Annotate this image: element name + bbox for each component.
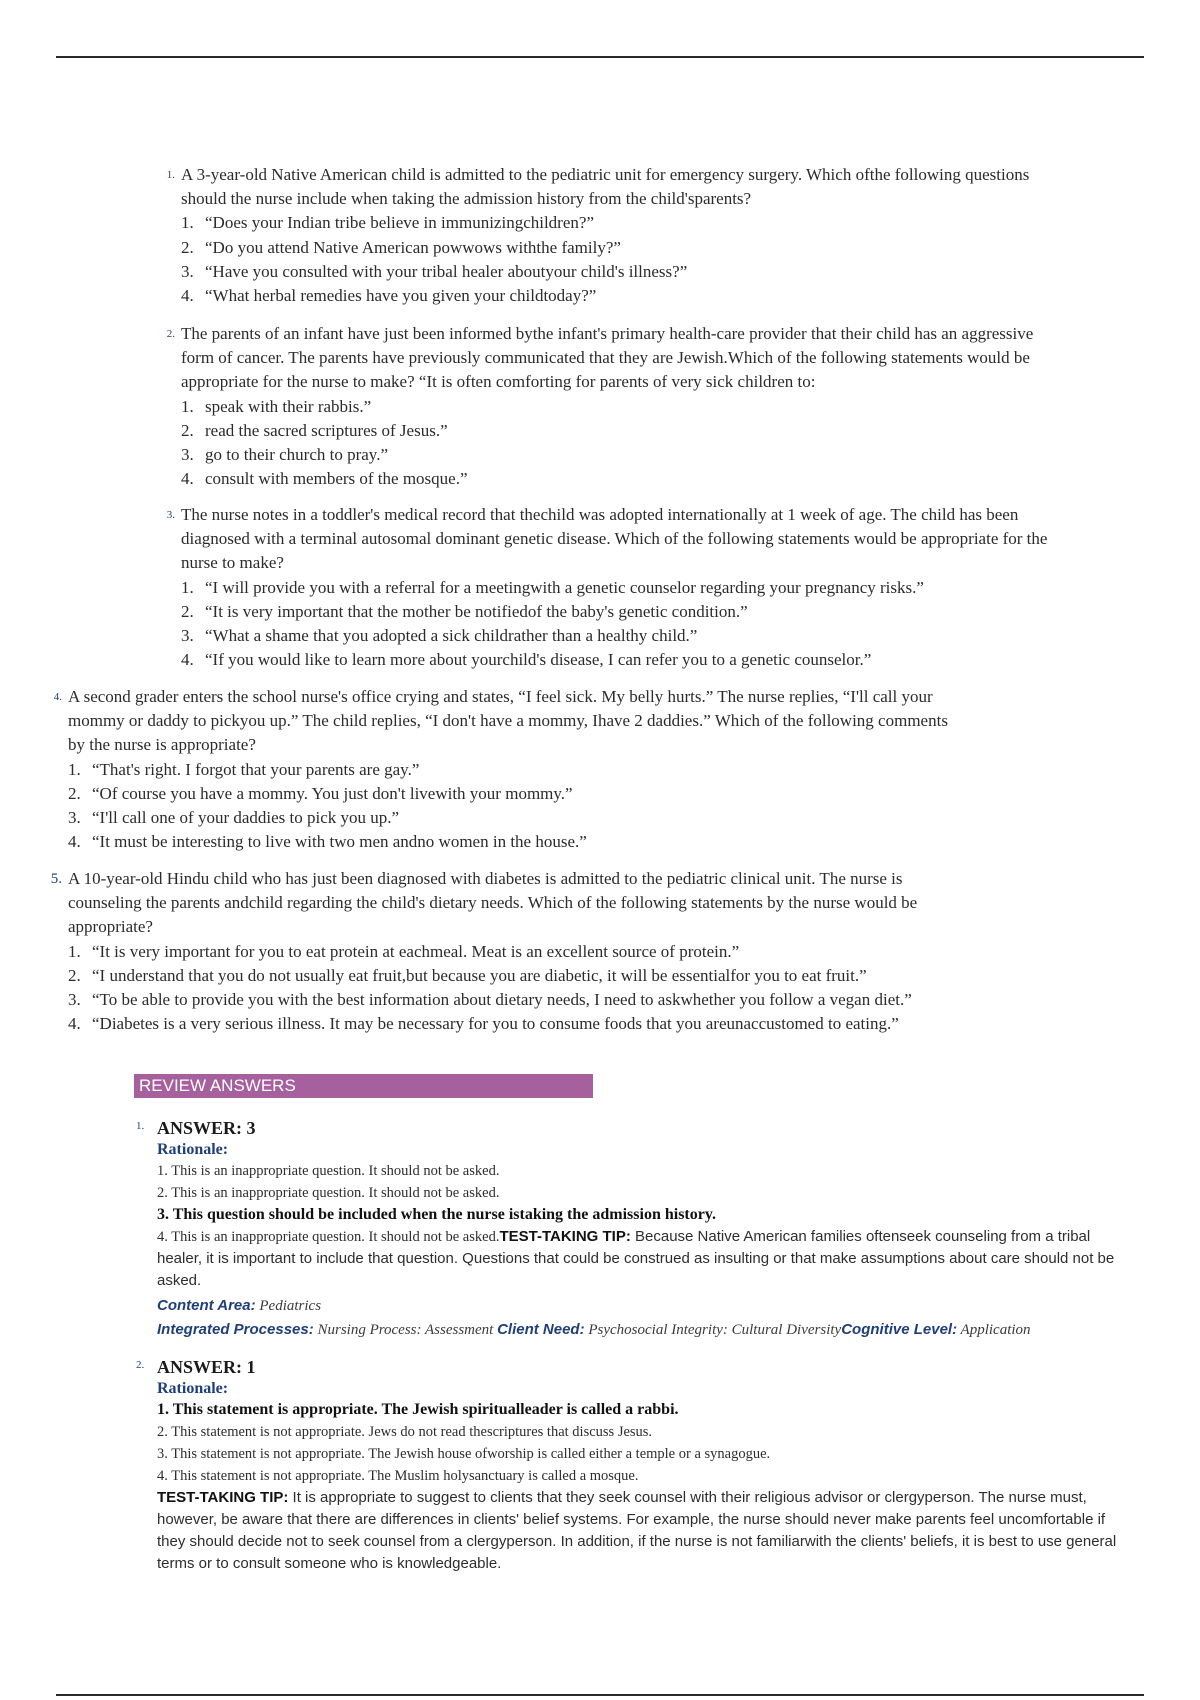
- answer-number: 2.: [136, 1359, 145, 1371]
- option-1: 1. “Does your Indian tribe believe in immunizingchildren?”: [181, 213, 594, 233]
- option-4: 4. “If you would like to learn more about yourchild's disease, I can refer you to a genetic counselor.”: [181, 650, 872, 670]
- answer-number: 1.: [136, 1120, 145, 1132]
- classification-line: Integrated Processes: Nursing Process: Assessment Client Need: Psychosocial Integrity: Cultural DiversityCognitive Level: Application: [157, 1321, 1031, 1338]
- rationale-line: 2. This statement is not appropriate. Jews do not read thescriptures that discuss Jesus.: [157, 1424, 653, 1440]
- tip-continuation: terms or to consult someone who is knowledgeable.: [157, 1555, 502, 1572]
- rationale-line-correct: 1. This statement is appropriate. The Jewish spiritualleader is called a rabbi.: [157, 1401, 679, 1418]
- question-1: [166, 163, 1200, 308]
- test-taking-tip: TEST-TAKING TIP: It is appropriate to suggest to clients that they seek counsel with their religious advisor or clergyperson. The nurse must,: [157, 1489, 1087, 1506]
- question-3: [166, 503, 1200, 672]
- question-number: 3.: [166, 509, 175, 521]
- option-4: 4. “It must be interesting to live with two men andno women in the house.”: [68, 832, 587, 852]
- question-5: [50, 867, 1188, 1036]
- tip-continuation: healer, it is important to include that question. Questions that could be construed as insulting or that make assumptions about care should not be: [157, 1250, 1115, 1267]
- question-stem: A 3-year-old Native American child is admitted to the pediatric unit for emergency surgery. Which ofthe following questions should the nurse include when taking the admission history from the child'sparents?: [181, 165, 1030, 209]
- question-number: 4.: [53, 691, 62, 703]
- option-1: 1. “I will provide you with a referral for a meetingwith a genetic counselor regarding your pregnancy risks.”: [181, 577, 924, 597]
- tip-continuation: however, be aware that there are differences in clients' belief systems. For example, the nurse should never make parents feel uncomfortable if: [157, 1511, 1106, 1528]
- answer-1: [136, 1116, 1200, 1342]
- rationale-heading: Rationale:: [157, 1141, 229, 1158]
- option-3: 3. “To be able to provide you with the best information about dietary needs, I need to askwhether you follow a vegan diet.”: [68, 990, 912, 1010]
- answer-heading: ANSWER: 1: [157, 1357, 256, 1377]
- option-3: 3. “Have you consulted with your tribal healer aboutyour child's illness?”: [181, 261, 688, 281]
- option-3: 3. “What a shame that you adopted a sick childrather than a healthy child.”: [181, 626, 698, 646]
- answer-heading: ANSWER: 3: [157, 1118, 256, 1138]
- option-2: 2. “Do you attend Native American powwows withthe family?”: [181, 237, 621, 257]
- question-number: 1.: [166, 169, 175, 181]
- rationale-line-correct: 3. This question should be included when the nurse istaking the admission history.: [157, 1206, 716, 1223]
- option-4: 4. “Diabetes is a very serious illness. It may be necessary for you to consume foods that you areunaccustomed to eating.”: [68, 1014, 899, 1034]
- rationale-line: 1. This is an inappropriate question. It should not be asked.: [157, 1163, 500, 1179]
- question-4: [53, 685, 1188, 854]
- option-1: 1. “It is very important for you to eat protein at eachmeal. Meat is an excellent source of protein.”: [68, 941, 740, 961]
- option-1: 1. “That's right. I forgot that your parents are gay.”: [68, 759, 420, 779]
- question-stem: The nurse notes in a toddler's medical record that thechild was adopted internationally at 1 week of age. The child has been diagnosed with a terminal autosomal dominant genetic disease. Which of the following statements would be appropriate for the nurse to make?: [181, 505, 1048, 573]
- option-4: 4. consult with members of the mosque.”: [181, 469, 468, 489]
- option-4: 4. “What herbal remedies have you given your childtoday?”: [181, 286, 597, 306]
- option-2: 2. read the sacred scriptures of Jesus.”: [181, 420, 448, 440]
- rationale-line: 4. This statement is not appropriate. The Muslim holysanctuary is called a mosque.: [157, 1468, 639, 1484]
- question-number: 5.: [50, 871, 62, 887]
- option-2: 2. “It is very important that the mother be notifiedof the baby's genetic condition.”: [181, 601, 748, 621]
- content-area: Content Area: Pediatrics: [157, 1297, 322, 1314]
- option-2: 2. “Of course you have a mommy. You just don't livewith your mommy.”: [68, 783, 573, 803]
- top-rule: [56, 56, 1144, 58]
- option-3: 3. go to their church to pray.”: [181, 445, 388, 465]
- question-stem: A second grader enters the school nurse's office crying and states, “I feel sick. My belly hurts.” The nurse replies, “I'll call your mommy or daddy to pickyou up.” The child replies, “I don't have a mommy, Ihave 2 daddies.” Which of the following comments by the nurse is appropriate?: [68, 687, 948, 755]
- option-2: 2. “I understand that you do not usually eat fruit,but because you are diabetic, it will be essentialfor you to eat fruit.”: [68, 965, 867, 985]
- option-3: 3. “I'll call one of your daddies to pick you up.”: [68, 808, 400, 828]
- rationale-line: 2. This is an inappropriate question. It should not be asked.: [157, 1185, 500, 1201]
- rationale-line: 3. This statement is not appropriate. The Jewish house ofworship is called either a temple or a synagogue.: [157, 1446, 771, 1462]
- question-2: [166, 322, 1200, 491]
- tip-continuation: they should decide not to seek counsel from a clergyperson. In addition, if the nurse is not familiarwith the clients' beliefs, it is best to use general: [157, 1533, 1117, 1550]
- rationale-line-tip: 4. This is an inappropriate question. It should not be asked.TEST-TAKING TIP: Because Native American families oftenseek counseling from a tribal: [157, 1228, 1091, 1245]
- review-answers-banner: REVIEW ANSWERS: [134, 1074, 593, 1098]
- rationale-heading: Rationale:: [157, 1380, 229, 1397]
- option-1: 1. speak with their rabbis.”: [181, 396, 372, 416]
- question-stem: The parents of an infant have just been informed bythe infant's primary health-care provider that their child has an aggressive form of cancer. The parents have previously communicated that they are Jewish.Which of the following statements would be appropriate for the nurse to make? “It is often comforting for parents of very sick children to:: [181, 324, 1034, 392]
- tip-continuation: asked.: [157, 1272, 202, 1289]
- answer-2: [136, 1355, 1200, 1575]
- bottom-rule: [56, 1694, 1144, 1696]
- question-stem: A 10-year-old Hindu child who has just been diagnosed with diabetes is admitted to the pediatric clinical unit. The nurse is counseling the parents andchild regarding the child's dietary needs. Which of the following statements by the nurse would be appropriate?: [68, 869, 918, 937]
- question-number: 2.: [166, 328, 175, 340]
